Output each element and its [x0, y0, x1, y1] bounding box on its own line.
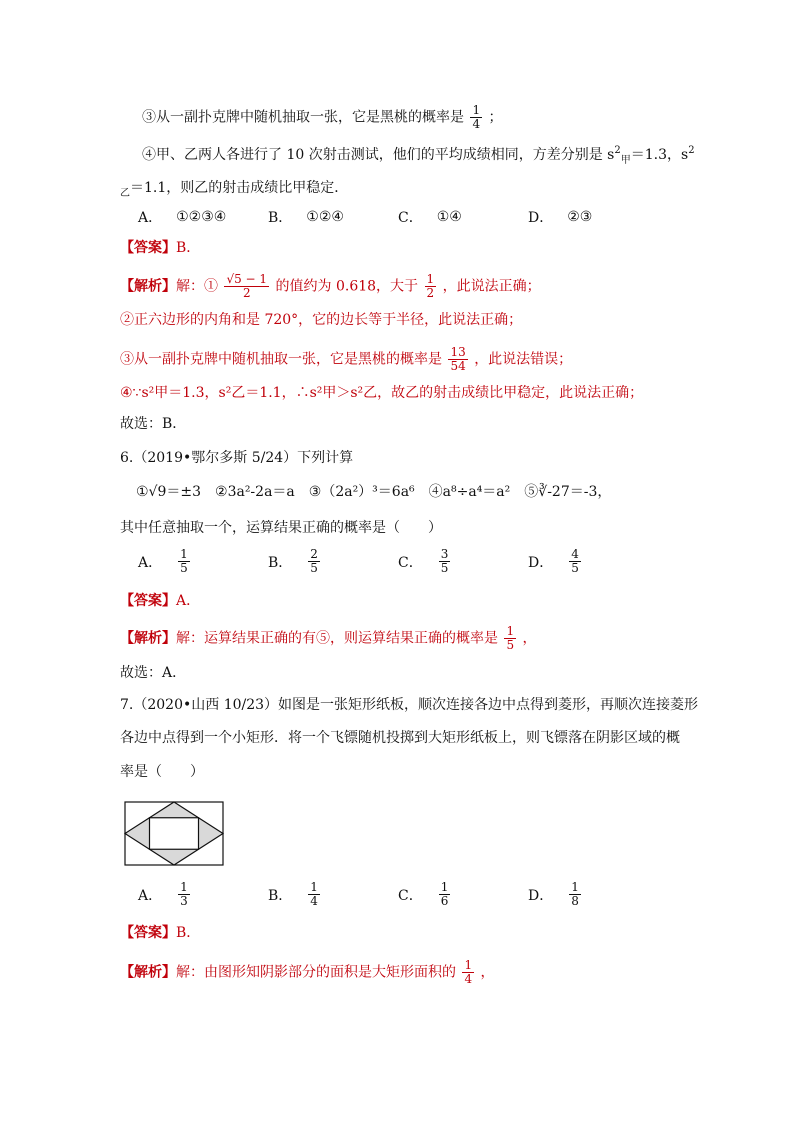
option-letter: B．: [268, 554, 293, 571]
option-letter: C．: [398, 554, 423, 571]
analysis-text: 解：运算结果正确的有⑤，则运算结果正确的概率是: [176, 630, 498, 647]
option-fraction: [178, 881, 190, 908]
option-fraction: [569, 881, 581, 908]
analysis-text: 的值约为 0.618，大于: [275, 278, 419, 295]
frac-den: 2: [426, 286, 435, 300]
frac-den: 5: [571, 561, 579, 575]
answer-value: B．: [176, 240, 201, 256]
golden-ratio-fraction: [224, 273, 269, 300]
answer-tag: 【答案】: [120, 593, 176, 609]
q6-question: 其中任意抽取一个，运算结果正确的概率是（ ）: [120, 520, 442, 536]
frac-num: 1: [180, 547, 188, 561]
q5-options: [138, 207, 658, 227]
option-text: ②③: [567, 209, 593, 225]
analysis-text: ，: [522, 630, 537, 647]
option-letter: A．: [138, 887, 163, 904]
answer-tag: 【答案】: [120, 240, 176, 256]
frac-num: 1: [571, 880, 579, 894]
analysis-fraction: [462, 959, 474, 986]
q5-analysis-line2: ②正六边形的内角和是 720°，它的边长等于半径，此说法正确；: [120, 312, 523, 328]
q5-option-d: [528, 207, 658, 227]
frac-den: 4: [310, 894, 318, 908]
q6-option-d: [528, 548, 658, 575]
answer-value: B．: [176, 925, 201, 941]
q5-analysis-line4: ④∵s²甲＝1.3，s²乙＝1.1，∴s²甲＞s²乙，故乙的射击成绩比甲稳定，此说法正确；: [120, 385, 644, 401]
frac-num: 4: [571, 547, 579, 561]
q6-header: 6.（2019•鄂尔多斯 5/24）下列计算: [120, 450, 354, 466]
frac-num: 1: [180, 880, 188, 894]
q5-item3-text: ③从一副扑克牌中随机抽取一张，它是黑桃的概率是: [142, 109, 464, 126]
q6-options: [138, 548, 658, 575]
frac-num: 1: [472, 103, 481, 117]
superscript: 2: [614, 145, 621, 156]
analysis-text: ，: [480, 964, 495, 981]
frac-num: 3: [440, 547, 449, 561]
q7-analysis: [120, 959, 495, 986]
q5-option-c: [398, 207, 528, 227]
half-fraction: [425, 273, 437, 300]
option-letter: A．: [138, 554, 163, 571]
q5-conclusion: 故选：B．: [120, 416, 187, 432]
q5-option-b: [268, 207, 398, 227]
q6-analysis: [120, 625, 537, 652]
q6-answer: [120, 591, 200, 611]
q6-option-c: [398, 548, 528, 575]
option-letter: D．: [528, 887, 554, 904]
q6-items: ①√9＝±3 ②3a²-2a＝a ③（2a²）³＝6a⁶ ④a⁸÷a⁴＝a² ⑤∛-27＝-3，: [136, 484, 612, 500]
option-text: ①②④: [306, 209, 344, 225]
q5-option-a: [138, 207, 268, 227]
option-letter: B．: [268, 210, 293, 226]
analysis-text: 解：由图形知阴影部分的面积是大矩形面积的: [176, 964, 456, 981]
frac-num: √5 − 1: [226, 272, 268, 286]
q7-line3: 率是（ ）: [120, 764, 204, 780]
frac-num: 1: [310, 880, 318, 894]
frac-den: 54: [450, 359, 466, 373]
frac-den: 5: [506, 638, 515, 652]
option-fraction: [178, 548, 190, 575]
frac-num: 1: [464, 958, 473, 972]
option-text: ①②③④: [176, 209, 227, 225]
q5-item4-val: ＝1.3，s: [630, 147, 689, 163]
q7-option-b: [268, 881, 398, 908]
frac-den: 5: [180, 561, 188, 575]
frac-den: 4: [472, 117, 481, 131]
q5-item4-text: ④甲、乙两人各进行了 10 次射击测试，他们的平均成绩相同，方差分别是 s: [142, 147, 615, 163]
q7-option-c: [398, 881, 528, 908]
q5-item-4-line1: [142, 145, 695, 167]
q6-conclusion: 故选：A．: [120, 665, 187, 681]
frac-num: 1: [426, 272, 435, 286]
frac-den: 6: [440, 894, 449, 908]
analysis-text: ③从一副扑克牌中随机抽取一张，它是黑桃的概率是: [120, 351, 442, 368]
option-fraction: [308, 881, 320, 908]
frac-den: 2: [242, 286, 251, 300]
q5-item-3: [142, 104, 503, 131]
q6-option-b: [268, 548, 398, 575]
analysis-tag: 【解析】: [120, 278, 176, 295]
q5-analysis-line1: [120, 273, 541, 300]
option-letter: D．: [528, 210, 554, 226]
analysis-text: 解：①: [176, 278, 218, 295]
option-fraction: [439, 881, 451, 908]
option-fraction: [569, 548, 581, 575]
q7-options: [138, 881, 658, 908]
frac-num: 13: [450, 345, 466, 359]
frac-num: 1: [506, 624, 515, 638]
inner-rectangle: [150, 818, 199, 850]
answer-tag: 【答案】: [120, 925, 176, 941]
option-fraction: [439, 548, 451, 575]
option-text: ①④: [436, 209, 462, 225]
frac-den: 5: [310, 561, 318, 575]
frac-den: 3: [180, 894, 188, 908]
option-letter: C．: [398, 210, 423, 226]
analysis-fraction: [504, 625, 516, 652]
analysis-tag: 【解析】: [120, 964, 176, 981]
frac-den: 8: [571, 894, 579, 908]
q6-option-a: [138, 548, 268, 575]
option-letter: B．: [268, 887, 293, 904]
q5-analysis-line3: [120, 346, 572, 373]
frac-den: 5: [440, 561, 449, 575]
analysis-text: ，此说法错误；: [474, 351, 573, 368]
rectangle-rhombus-figure: [123, 800, 227, 870]
subscript: 甲: [620, 155, 631, 166]
q5-item3-end: ；: [488, 109, 503, 126]
spade-probability-fraction: [448, 346, 467, 373]
subscript: 乙: [120, 188, 130, 199]
option-letter: C．: [398, 887, 423, 904]
frac-num: 1: [440, 880, 449, 894]
frac-num: 2: [310, 547, 318, 561]
analysis-tag: 【解析】: [120, 630, 176, 647]
q7-line1: 7.（2020•山西 10/23）如图是一张矩形纸板，顺次连接各边中点得到菱形，再顺次连接菱形: [120, 697, 699, 713]
q5-item4-line2-text: ＝1.1，则乙的射击成绩比甲稳定．: [130, 180, 349, 196]
q7-option-a: [138, 881, 268, 908]
frac-den: 4: [464, 972, 473, 986]
option-letter: A．: [138, 210, 163, 226]
analysis-text: ，此说法正确；: [442, 278, 541, 295]
q5-item3-fraction: [470, 104, 482, 131]
q5-answer: [120, 238, 200, 258]
q7-line2: 各边中点得到一个小矩形．将一个飞镖随机投掷到大矩形纸板上，则飞镖落在阴影区域的概: [120, 730, 680, 746]
q5-item-4-line2: [120, 178, 348, 200]
option-letter: D．: [528, 554, 554, 571]
answer-value: A．: [176, 593, 201, 609]
q7-option-d: [528, 881, 658, 908]
option-fraction: [308, 548, 320, 575]
q7-answer: [120, 923, 200, 943]
superscript: 2: [688, 145, 695, 156]
